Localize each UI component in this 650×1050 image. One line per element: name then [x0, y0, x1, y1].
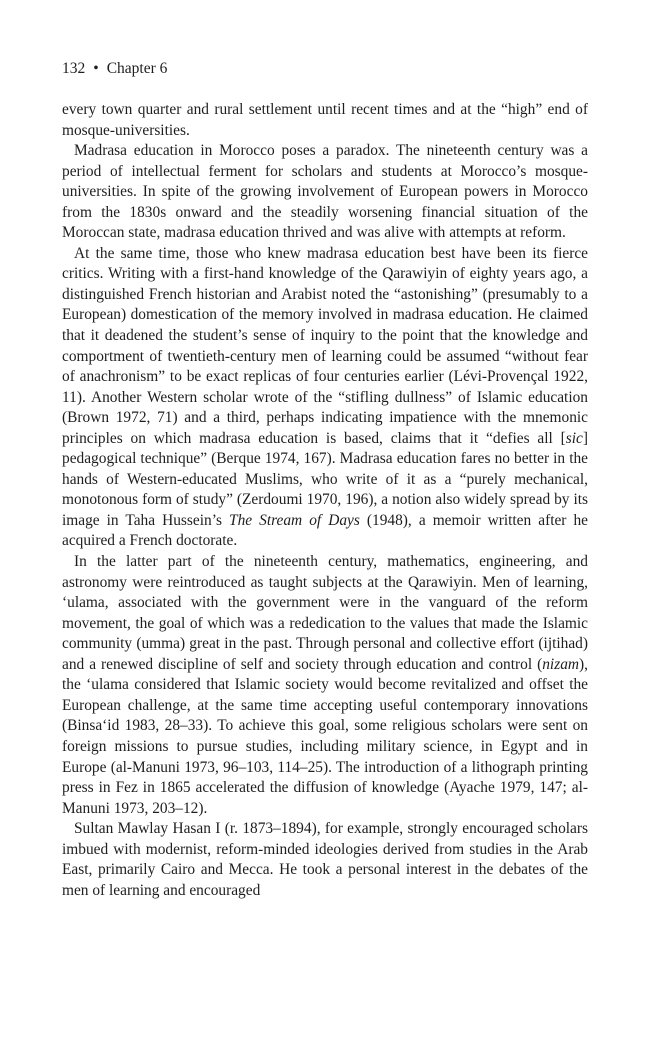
- page-number: 132: [62, 60, 86, 77]
- book-page: [62, 58, 588, 901]
- paragraph-text: In the latter part of the nineteenth century, mathematics, engineering, and astronomy were reintroduced as taught subjects at the Qarawiyin. Men of learning, ‘ulama, associated with the government were in the vanguard of the reform movement, the goal of which was a rededication to the values that made the Islamic community (umma) great in the past. Through personal and collective effort (ijtihad) and a renewed discipline of self and society through education and control (: [62, 553, 588, 673]
- paragraph-text: Sultan Mawlay Hasan I (r. 1873–1894), for example, strongly encouraged scholars imbued with modernist, reform-minded ideologies derived from studies in the Arab East, primarily Cairo and Mecca. He took a personal interest in the debates of the men of learning and encouraged: [62, 820, 588, 899]
- paragraph: [62, 244, 588, 552]
- running-head: [62, 58, 588, 80]
- body-text: [62, 100, 588, 901]
- paragraph: [62, 819, 588, 901]
- paragraph: [62, 100, 588, 141]
- italic-text: nizam: [542, 655, 580, 673]
- paragraph: [62, 141, 588, 244]
- bullet-separator: •: [93, 60, 99, 77]
- paragraph-text: At the same time, those who knew madrasa education best have been its fierce critics. Writing with a first-hand knowledge of the Qarawiyin of eighty years ago, a distinguished French historian and Arabist noted the “astonishing” (presumably to a European) domestication of the memory involved in madrasa education. He claimed that it deadened the student’s sense of inquiry to the point that the knowledge and comportment of twentieth-century men of learning could be assumed “without fear of anachronism” to be exact replicas of four centuries earlier (Lévi-Provençal 1922, 11). Another Western scholar wrote of the “stifling dullness” of Islamic education (Brown 1972, 71) and a third, perhaps indicating impatience with the mnemonic principles on which madrasa education is based, claims that it “defies all [: [62, 244, 588, 447]
- paragraph-text: ] pedagogical technique” (Berque 1974, 167). Madrasa education fares no better in the hands of Western-educated Muslims, who write of it as a “purely mechanical, monotonous form of study” (Zerdoumi 1970, 196), a notion also widely spread by its image in Taha Hussein’s: [62, 429, 588, 529]
- paragraph-text: every town quarter and rural settlement until recent times and at the “high” end of mosque-universities.: [62, 101, 588, 139]
- italic-text: The Stream of Days: [229, 511, 360, 529]
- chapter-title: Chapter 6: [106, 60, 168, 77]
- paragraph-text: (1948), a memoir written after he acquired a French doctorate.: [62, 511, 588, 550]
- paragraph-text: ), the ‘ulama considered that Islamic society would become revitalized and offset the European challenge, at the same time accepting useful contemporary innovations (Binsa‘id 1983, 28–33). To achieve this goal, some religious scholars were sent on foreign missions to pursue studies, including military science, in Egypt and in Europe (al-Manuni 1973, 96–103, 114–25). The introduction of a lithograph printing press in Fez in 1865 accelerated the diffusion of knowledge (Ayache 1979, 147; al-Manuni 1973, 203–12).: [62, 655, 588, 817]
- paragraph: [62, 552, 588, 819]
- italic-text: sic: [565, 429, 583, 447]
- paragraph-text: Madrasa education in Morocco poses a paradox. The nineteenth century was a period of intellectual ferment for scholars and students at Morocco’s mosque-universities. In spite of the growing involvement of European powers in Morocco from the 1830s onward and the steadily worsening financial situation of the Moroccan state, madrasa education thrived and was alive with attempts at reform.: [62, 142, 588, 242]
